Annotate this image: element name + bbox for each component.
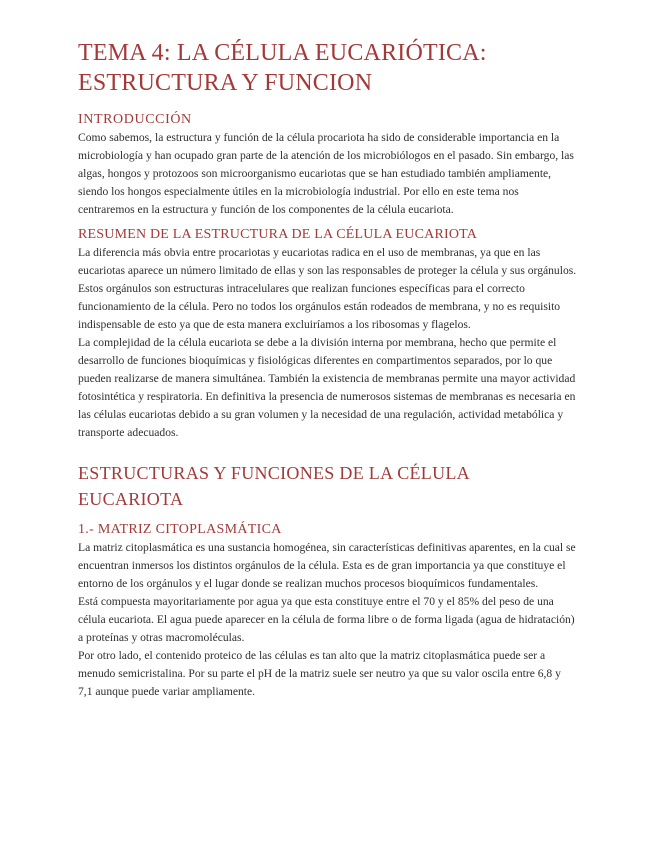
introduction-paragraph: Como sabemos, la estructura y función de la célula procariota ha sido de considerable importancia en la microbiología y han ocupado gran parte de la atención de los microbiólogos en el pasado. Sin embargo, las algas, hongos y protozoos son microorganismo eucariotas que se han estudiado también ampliamente, siendo los hongos especialmente útiles en la microbiología industrial. Por ello en este tema nos centraremos en la estructura y función de los componentes de la célula eucariota. bbox=[78, 131, 574, 216]
summary-heading: RESUMEN DE LA ESTRUCTURA DE LA CÉLULA EUCARIOTA bbox=[78, 227, 478, 242]
document-page bbox=[78, 38, 578, 701]
matrix-paragraph-2: Está compuesta mayoritariamente por agua ya que esta constituye entre el 70 y el 85% del peso de una célula eucariota. El agua puede aparecer en la célula de forma libre o de forma ligada (agua de hidratación) a proteínas y otras macromoléculas. bbox=[78, 595, 575, 644]
document-title: TEMA 4: LA CÉLULA EUCARIÓTICA: ESTRUCTURA Y FUNCION bbox=[78, 40, 487, 96]
summary-paragraph-2: La complejidad de la célula eucariota se debe a la división interna por membrana, hecho que permite el desarrollo de funciones bioquímicas y fisiológicas diferentes en compartimentos separados, por lo que pueden realizarse de manera simultánea. También la existencia de membranas permite una mayor actividad fotosintética y respiratoria. En definitiva la presencia de numerosos sistemas de membranas es necesaria en las células eucariotas debido a su gran volumen y la necesidad de una regulación, actividad metabólica y transporte adecuados. bbox=[78, 336, 576, 439]
cytoplasmic-matrix-heading: 1.- MATRIZ CITOPLASMÁTICA bbox=[78, 522, 282, 537]
summary-paragraph-1: La diferencia más obvia entre procariotas y eucariotas radica en el uso de membranas, ya que en las eucariotas aparece un número limitado de ellas y son las responsables de proteger la célula y sus orgánulos. Estos orgánulos son estructuras intracelulares que realizan funciones específicas para el correcto funcionamiento de la célula. Pero no todos los orgánulos están rodeados de membrana, y no es requisito indispensable de esto ya que de esta manera excluiríamos a los ribosomas y flagelos. bbox=[78, 246, 577, 331]
matrix-paragraph-3: Por otro lado, el contenido proteico de las células es tan alto que la matriz citoplasmática puede ser a menudo semicristalina. Por su parte el pH de la matriz suele ser neutro ya que su valor oscila entre 6,8 y 7,1 aunque puede variar ampliamente. bbox=[78, 649, 561, 698]
matrix-paragraph-1: La matriz citoplasmática es una sustancia homogénea, sin características definitivas aparentes, en la cual se encuentran inmersos los distintos orgánulos de la célula. Esta es de gran importancia ya que constituye el entorno de los orgánulos y el lugar donde se realizan muchos procesos bioquímicos fundamentales. bbox=[78, 541, 576, 590]
introduction-heading: INTRODUCCIÓN bbox=[78, 112, 192, 127]
structures-functions-heading: ESTRUCTURAS Y FUNCIONES DE LA CÉLULA EUCARIOTA bbox=[78, 463, 469, 509]
